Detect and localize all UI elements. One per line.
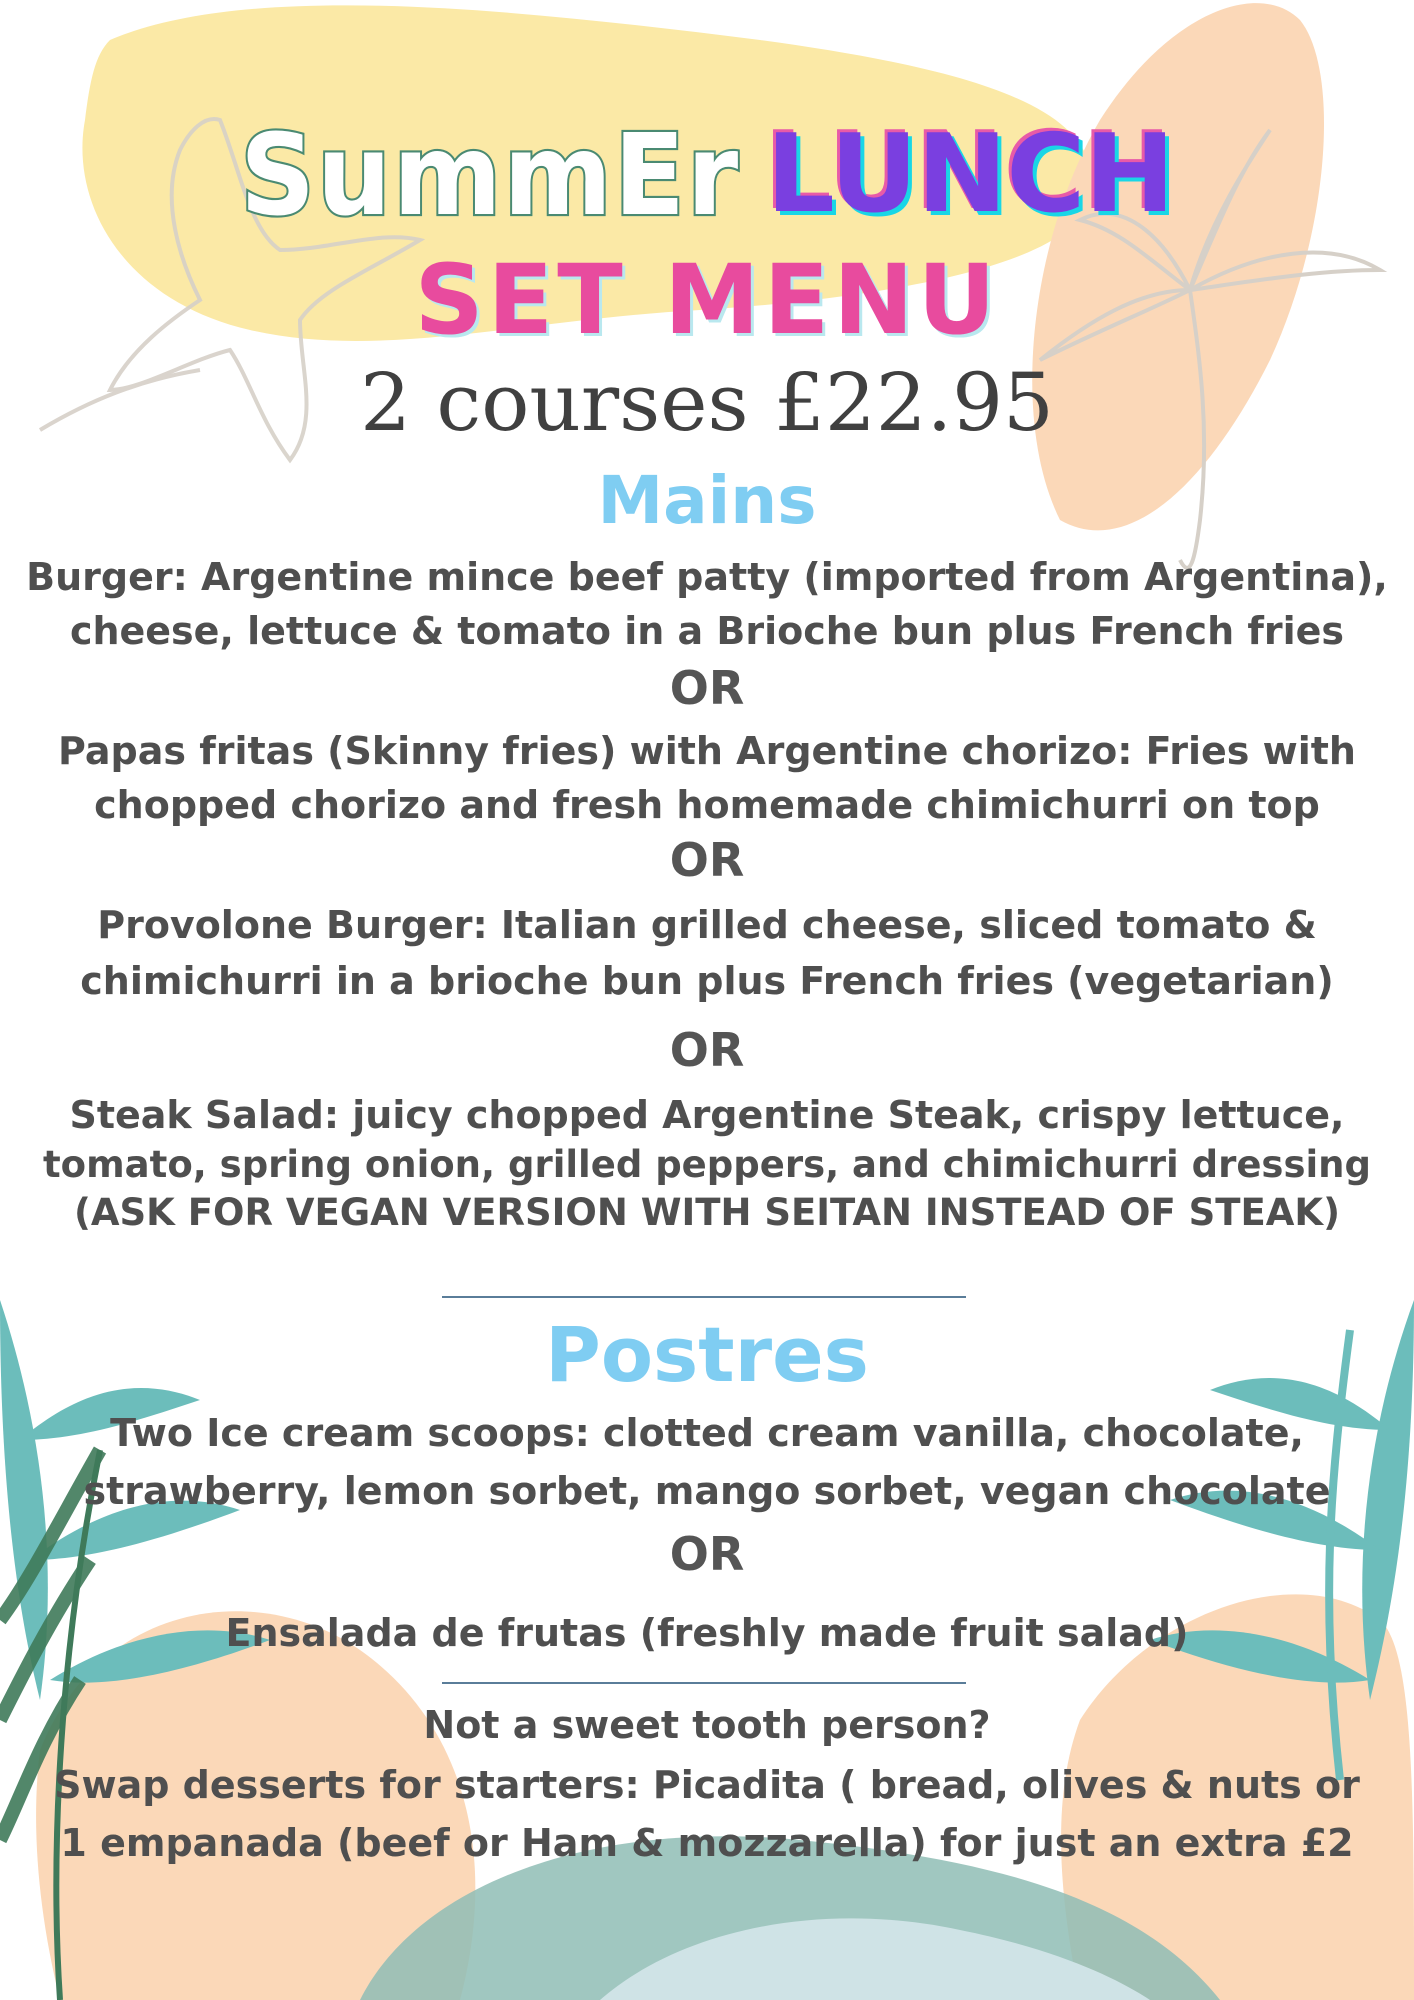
menu-title — [0, 109, 1414, 241]
mains-item-3-line-1: Provolone Burger: Italian grilled cheese, sliced tomato & — [97, 903, 1317, 947]
or-separator: OR — [669, 833, 745, 887]
mains-item-2-line-2: chopped chorizo and fresh homemade chimichurri on top — [94, 783, 1320, 827]
postres-item-2-line-1: Ensalada de frutas (freshly made fruit salad) — [225, 1611, 1189, 1655]
postres-item-1-line-1: Two Ice cream scoops: clotted cream vanilla, chocolate, — [110, 1411, 1304, 1455]
swap-line-2: 1 empanada (beef or Ham & mozzarella) for just an extra £2 — [60, 1821, 1354, 1865]
postres-heading: Postres — [545, 1310, 869, 1399]
or-separator: OR — [669, 1023, 745, 1077]
price-line: 2 courses £22.95 — [360, 356, 1054, 449]
section-divider — [442, 1296, 966, 1298]
mains-item-3-line-2: chimichurri in a brioche bun plus French fries (vegetarian) — [80, 959, 1334, 1003]
title-set-menu: SET MENU — [414, 244, 1000, 356]
title-lunch: LUNCH — [766, 112, 1174, 237]
mains-item-4-line-3: (ASK FOR VEGAN VERSION WITH SEITAN INSTEAD OF STEAK) — [73, 1191, 1341, 1234]
mains-item-4-line-2: tomato, spring onion, grilled peppers, and chimichurri dressing — [43, 1143, 1371, 1186]
mains-heading: Mains — [597, 462, 817, 539]
or-separator: OR — [669, 661, 745, 715]
mains-item-1-line-2: cheese, lettuce & tomato in a Brioche bun plus French fries — [69, 609, 1345, 653]
mains-item-4-line-1: Steak Salad: juicy chopped Argentine Steak, crispy lettuce, — [69, 1093, 1345, 1137]
title-summer: SummEr — [240, 109, 741, 241]
swap-question: Not a sweet tooth person? — [423, 1703, 991, 1747]
postres-item-1-line-2: strawberry, lemon sorbet, mango sorbet, vegan chocolate — [83, 1469, 1331, 1513]
swap-line-1: Swap desserts for starters: Picadita ( bread, olives & nuts or — [54, 1763, 1360, 1807]
mains-item-1-line-1: Burger: Argentine mince beef patty (imported from Argentina), — [26, 555, 1388, 599]
or-separator: OR — [669, 1527, 745, 1581]
section-divider — [442, 1682, 966, 1684]
mains-item-2-line-1: Papas fritas (Skinny fries) with Argentine chorizo: Fries with — [58, 729, 1356, 773]
